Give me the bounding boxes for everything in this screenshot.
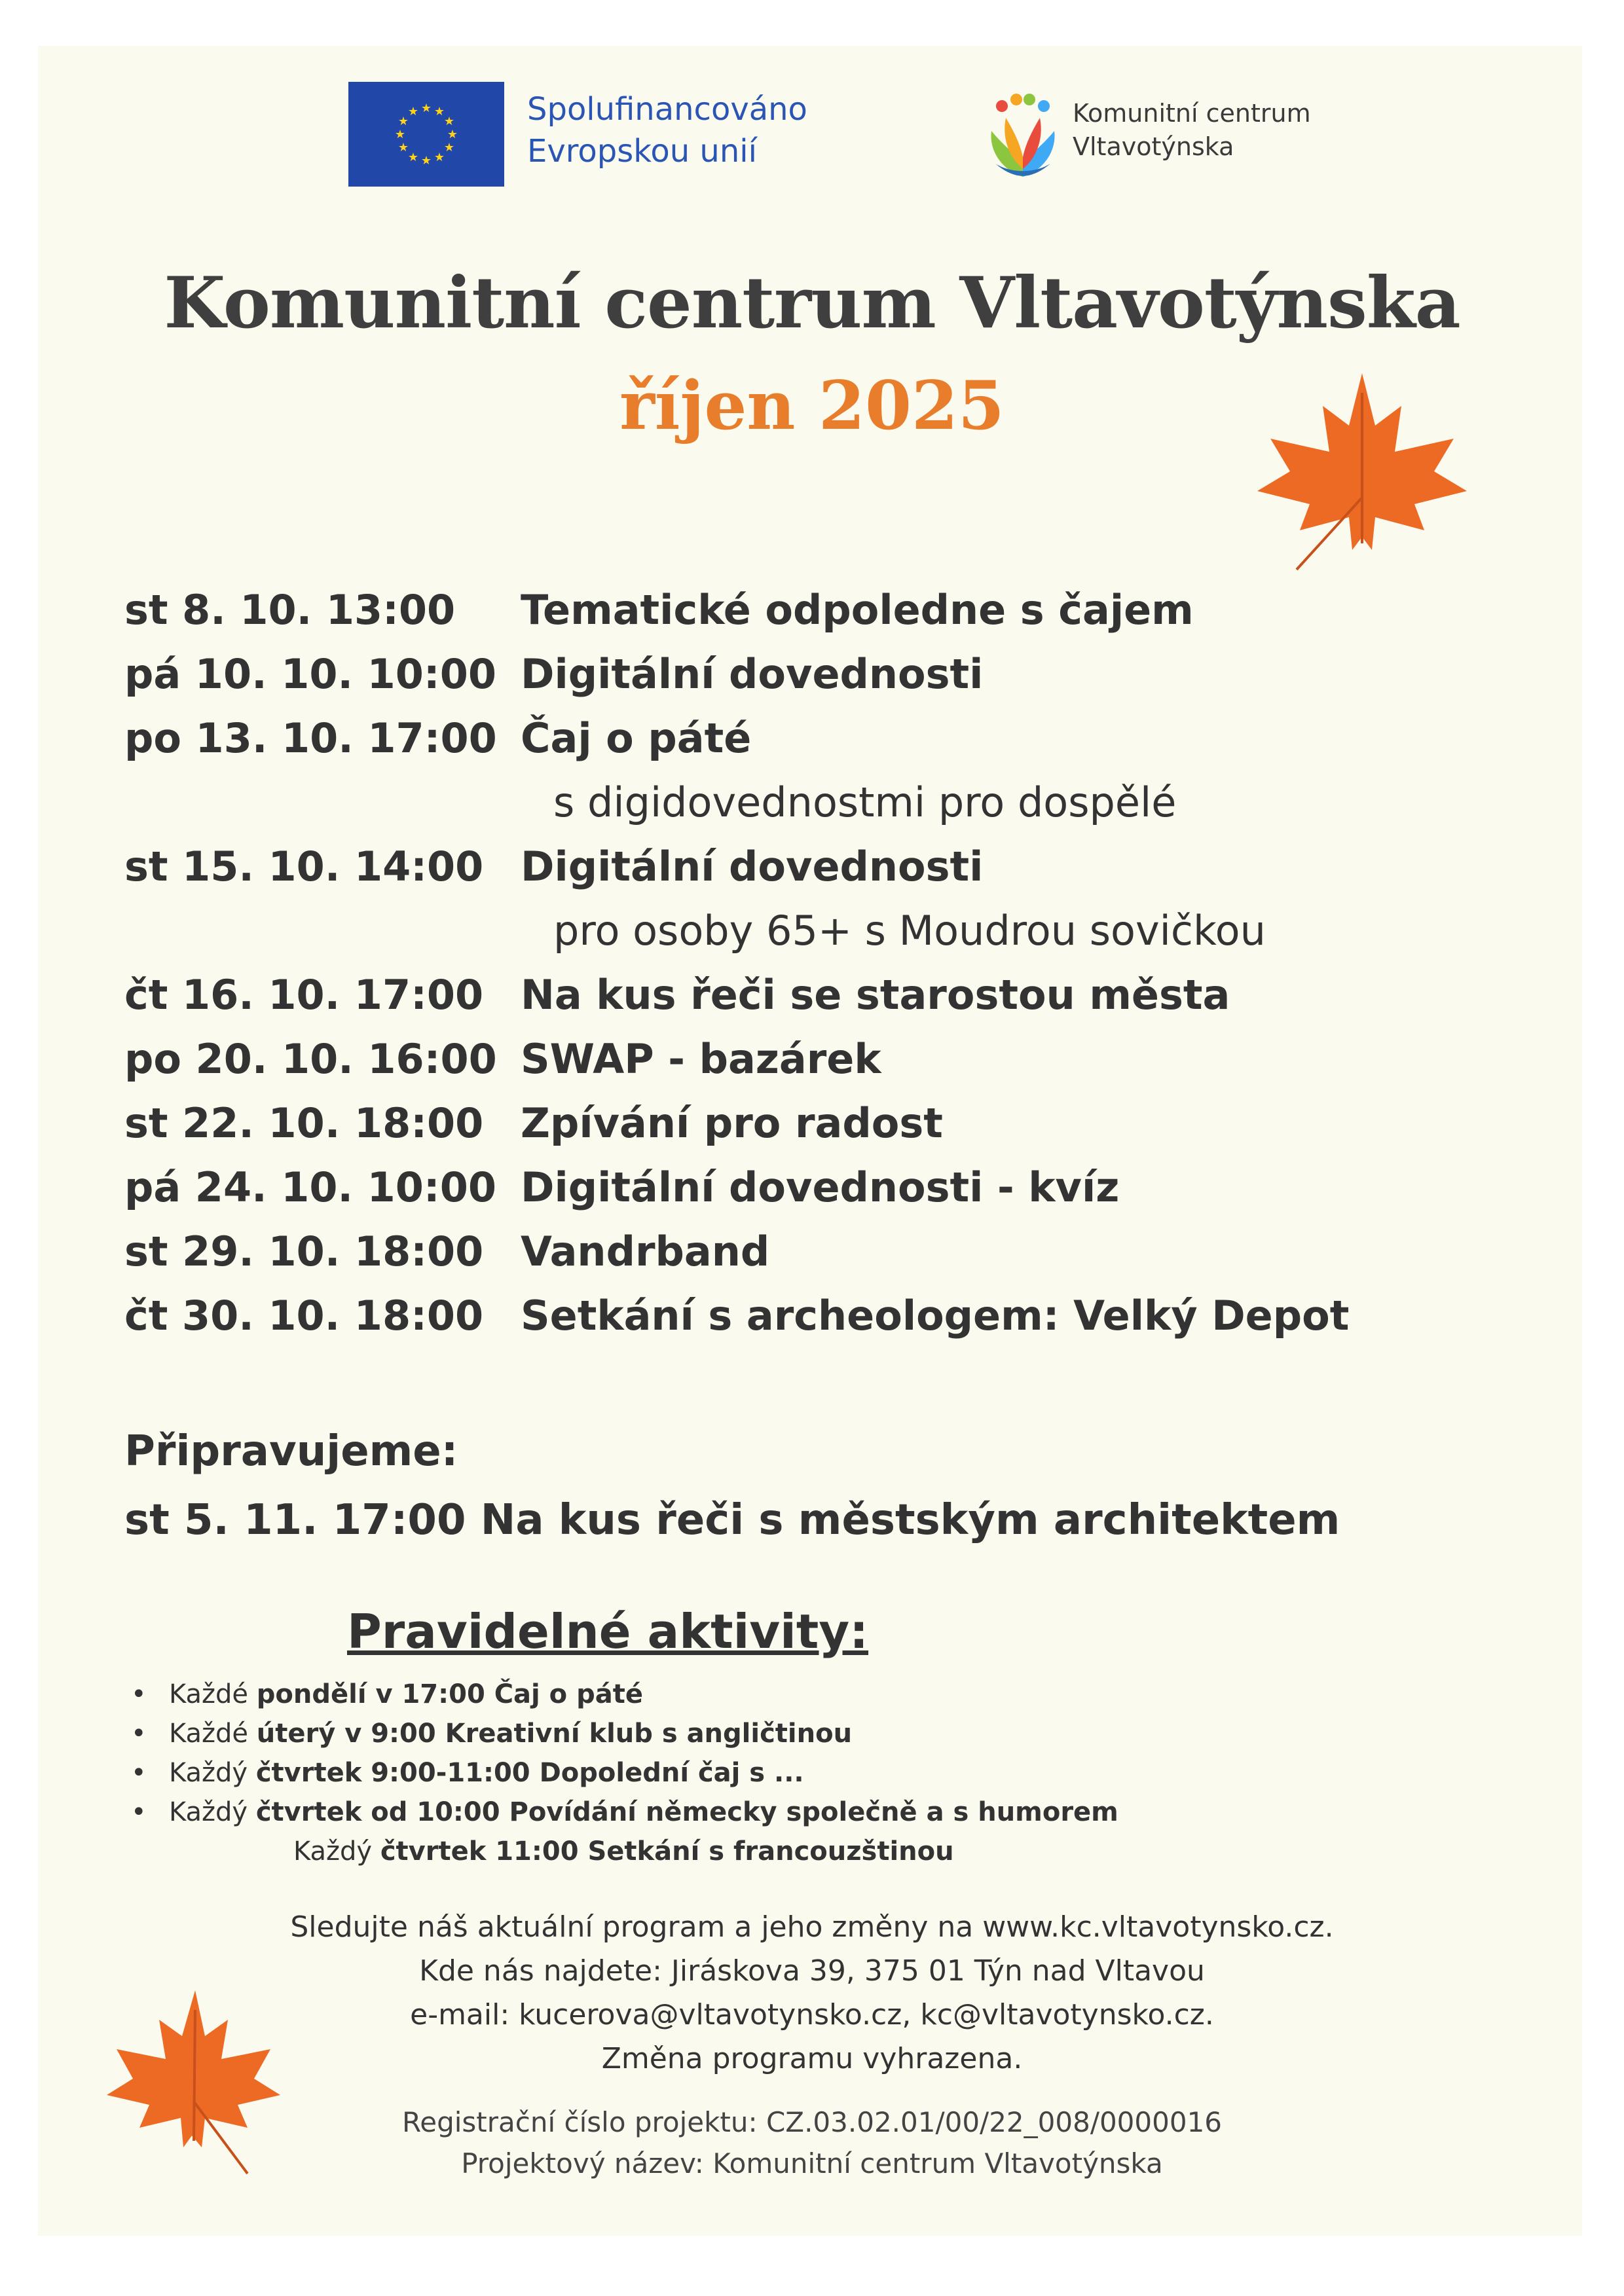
activity-prefix: Každý: [169, 1758, 256, 1788]
schedule-row: [124, 1099, 1565, 1163]
event-date: st 22. 10. 18:00: [124, 1099, 484, 1147]
bullet-icon: •: [131, 1758, 147, 1788]
svg-text:★: ★: [420, 154, 432, 168]
activity-text: čtvrtek 11:00 Setkání s francouzštinou: [380, 1836, 954, 1867]
activity-prefix: Každý: [293, 1836, 380, 1867]
event-title: Setkání s archeologem: Velký Depot: [521, 1292, 1350, 1339]
regular-activities-list: [131, 1679, 1244, 1876]
activity-prefix: Každé: [169, 1719, 257, 1749]
svg-text:★: ★: [407, 105, 419, 118]
disclaimer-line: Změna programu vyhrazena.: [601, 2042, 1023, 2075]
schedule-row: [124, 1035, 1565, 1099]
schedule-row-continuation: [124, 778, 1565, 843]
schedule-row-continuation: [124, 907, 1565, 971]
svg-text:★: ★: [420, 101, 432, 115]
event-title: Digitální dovednosti - kvíz: [521, 1163, 1120, 1211]
regular-activities-heading: Pravidelné aktivity:: [347, 1604, 869, 1659]
event-title: Čaj o páté: [521, 714, 752, 762]
svg-text:★: ★: [407, 151, 419, 164]
event-date: pá 24. 10. 10:00: [124, 1163, 496, 1211]
website-line: Sledujte náš aktuální program a jeho změny na www.kc.vltavotynsko.cz.: [290, 1910, 1334, 1944]
svg-text:★: ★: [443, 141, 455, 155]
svg-text:★: ★: [443, 115, 455, 128]
svg-text:★: ★: [397, 141, 409, 155]
community-center-logo-icon: [982, 92, 1063, 180]
contact-info: [0, 1905, 1624, 2081]
email-line: e-mail: kucerova@vltavotynsko.cz, kc@vltavotynsko.cz.: [410, 1998, 1214, 2032]
schedule-row: [124, 714, 1565, 778]
event-title: Na kus řeči se starostou města: [521, 971, 1230, 1019]
activity-text: pondělí v 17:00 Čaj o páté: [256, 1679, 643, 1709]
event-subtitle: s digidovednostmi pro dospělé: [553, 778, 1177, 826]
svg-text:★: ★: [434, 105, 445, 118]
bullet-icon: •: [131, 1797, 147, 1827]
schedule-row: [124, 586, 1565, 650]
list-item: [131, 1719, 1244, 1758]
list-item: [131, 1797, 1244, 1836]
activity-text: čtvrtek od 10:00 Povídání německy společně a s humorem: [255, 1797, 1118, 1827]
event-title: Digitální dovednosti: [521, 843, 984, 890]
event-date: po 20. 10. 16:00: [124, 1035, 497, 1083]
list-item: [131, 1758, 1244, 1797]
event-date: st 29. 10. 18:00: [124, 1228, 484, 1275]
schedule-row: [124, 971, 1565, 1035]
maple-leaf-icon: [1244, 367, 1480, 583]
event-title: SWAP - bazárek: [521, 1035, 881, 1083]
kc-line-1: Komunitní centrum: [1073, 99, 1311, 128]
event-date: čt 16. 10. 17:00: [124, 971, 484, 1019]
event-title: Zpívání pro radost: [521, 1099, 943, 1147]
page-title: Komunitní centrum Vltavotýnska: [164, 262, 1460, 344]
schedule-row: [124, 1163, 1565, 1228]
event-date: pá 10. 10. 10:00: [124, 650, 496, 698]
eu-line-2: Evropskou unií: [527, 133, 757, 170]
eu-line-1: Spolufinancováno: [527, 91, 807, 128]
schedule-row: [124, 1228, 1565, 1292]
month-title: říjen 2025: [619, 367, 1005, 445]
activity-text: čtvrtek 9:00-11:00 Dopolední čaj s ...: [255, 1758, 804, 1788]
svg-text:★: ★: [397, 115, 409, 128]
community-center-name: [1073, 97, 1413, 164]
schedule-row: [124, 650, 1565, 714]
bullet-icon: •: [131, 1719, 147, 1749]
upcoming-event: st 5. 11. 17:00 Na kus řeči s městským architektem: [124, 1496, 1340, 1544]
event-date: st 15. 10. 14:00: [124, 843, 484, 890]
event-title: Tematické odpoledne s čajem: [521, 586, 1194, 634]
activity-text: úterý v 9:00 Kreativní klub s angličtinou: [256, 1719, 853, 1749]
project-info: [0, 2102, 1624, 2184]
address-line: Kde nás najdete: Jiráskova 39, 375 01 Týn nad Vltavou: [419, 1954, 1205, 1988]
schedule-row: [124, 1292, 1565, 1356]
eu-flag-logo: [348, 82, 504, 187]
activity-prefix: Každý: [169, 1797, 256, 1827]
registration-number: Registrační číslo projektu: CZ.03.02.01/00/22_008/0000016: [401, 2106, 1223, 2138]
svg-text:★: ★: [394, 128, 406, 141]
event-title: Vandrband: [521, 1228, 770, 1275]
bullet-icon: •: [131, 1679, 147, 1709]
kc-line-2: Vltavotýnska: [1073, 132, 1234, 161]
activity-prefix: Každé: [169, 1679, 257, 1709]
event-title: Digitální dovednosti: [521, 650, 984, 698]
event-date: po 13. 10. 17:00: [124, 714, 497, 762]
upcoming-heading: Připravujeme:: [124, 1427, 458, 1476]
list-item: [131, 1836, 1244, 1876]
list-item: [131, 1679, 1244, 1719]
project-name: Projektový název: Komunitní centrum Vltavotýnska: [461, 2147, 1163, 2179]
eu-cofinanced-text: [527, 88, 868, 172]
svg-text:★: ★: [434, 151, 445, 164]
event-date: st 8. 10. 13:00: [124, 586, 456, 634]
event-schedule: [124, 586, 1565, 1356]
schedule-row: [124, 843, 1565, 907]
event-subtitle: pro osoby 65+ s Moudrou sovičkou: [553, 907, 1266, 955]
svg-text:★: ★: [447, 128, 458, 141]
event-date: čt 30. 10. 18:00: [124, 1292, 484, 1339]
